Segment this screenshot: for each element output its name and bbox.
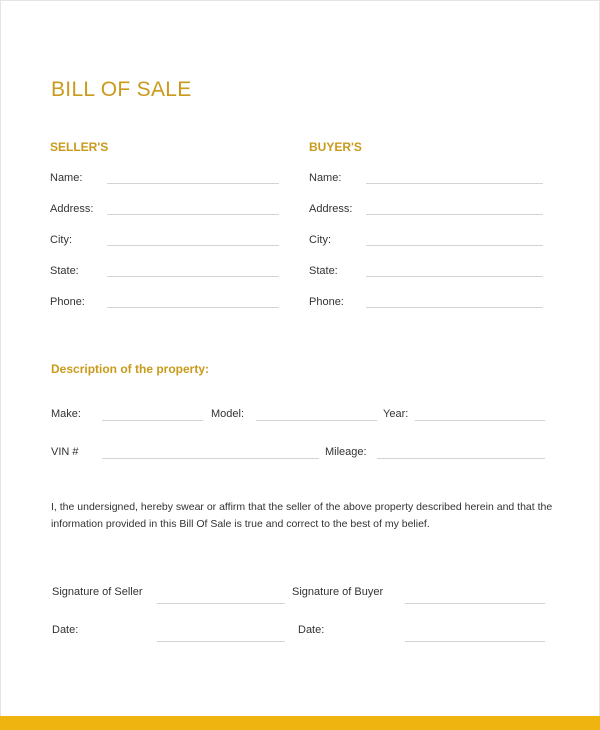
mileage-field[interactable] (377, 458, 545, 459)
model-field[interactable] (256, 420, 377, 421)
vin-field[interactable] (102, 458, 319, 459)
seller-state-field[interactable] (107, 276, 279, 277)
seller-phone-field[interactable] (107, 307, 279, 308)
seller-address-field[interactable] (107, 214, 279, 215)
page-title: BILL OF SALE (51, 78, 192, 101)
seller-signature-label: Signature of Seller (52, 586, 143, 598)
buyer-address-label: Address: (309, 203, 353, 215)
model-label: Model: (211, 408, 245, 420)
make-label: Make: (51, 408, 81, 420)
year-field[interactable] (415, 420, 545, 421)
buyer-signature-field[interactable] (405, 603, 545, 604)
buyer-signature-label: Signature of Buyer (292, 586, 384, 598)
seller-name-field[interactable] (107, 183, 279, 184)
make-field[interactable] (102, 420, 203, 421)
buyer-state-label: State: (309, 265, 338, 277)
footer-accent-bar (0, 716, 600, 730)
seller-heading: SELLER'S (50, 140, 109, 154)
year-label: Year: (383, 408, 409, 420)
seller-date-field[interactable] (157, 641, 285, 642)
seller-date-label: Date: (52, 624, 79, 636)
seller-signature-field[interactable] (157, 603, 285, 604)
vin-label: VIN # (51, 446, 79, 458)
buyer-phone-label: Phone: (309, 296, 344, 308)
buyer-date-label: Date: (298, 624, 325, 636)
seller-phone-label: Phone: (50, 296, 85, 308)
seller-address-label: Address: (50, 203, 94, 215)
seller-city-label: City: (50, 234, 72, 246)
buyer-city-field[interactable] (366, 245, 543, 246)
buyer-phone-field[interactable] (366, 307, 543, 308)
buyer-name-label: Name: (309, 172, 342, 184)
mileage-label: Mileage: (325, 446, 367, 458)
seller-state-label: State: (50, 265, 79, 277)
seller-city-field[interactable] (107, 245, 279, 246)
buyer-state-field[interactable] (366, 276, 543, 277)
buyer-city-label: City: (309, 234, 331, 246)
buyer-address-field[interactable] (366, 214, 543, 215)
buyer-name-field[interactable] (366, 183, 543, 184)
affirmation-statement: I, the undersigned, hereby swear or affirm that the seller of the above property described herein and that the information provided in this Bill Of Sale is true and correct to the best of my belief. (51, 501, 553, 530)
buyer-heading: BUYER'S (309, 140, 362, 154)
seller-name-label: Name: (50, 172, 83, 184)
property-heading: Description of the property: (51, 362, 210, 376)
buyer-date-field[interactable] (405, 641, 545, 642)
